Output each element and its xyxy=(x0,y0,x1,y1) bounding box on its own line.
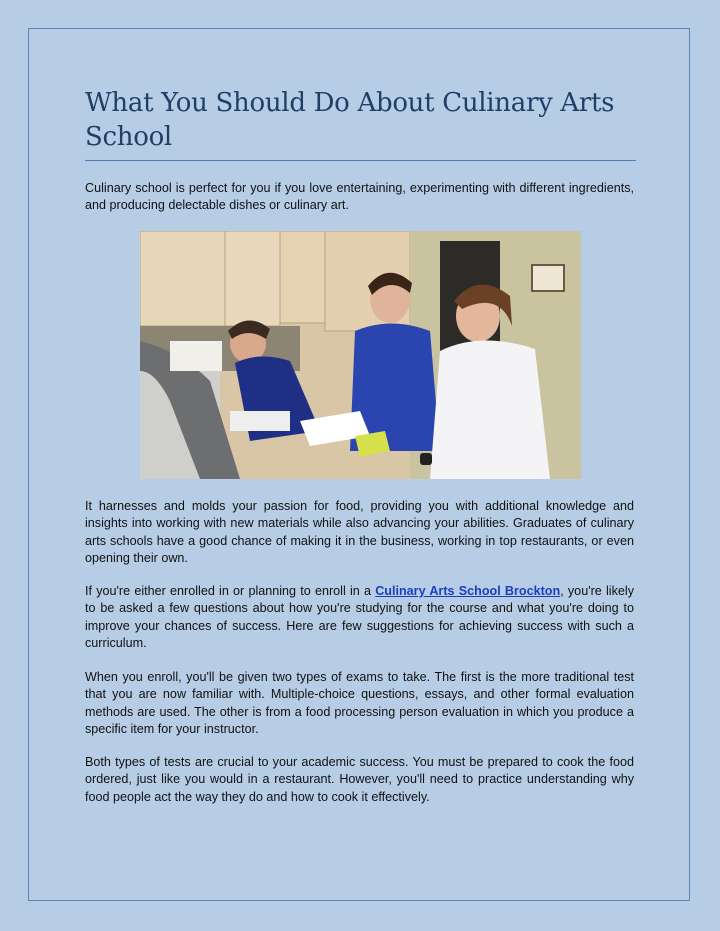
paragraph-tests: Both types of tests are crucial to your academic success. You must be prepared to cook the food ordered, just like you would in a restaurant. However, you'll need to practice understanding why food people act the way they do and how to cook it effectively. xyxy=(85,755,634,804)
title-divider xyxy=(85,160,636,161)
paragraph-enrollment xyxy=(85,583,634,652)
page-title: What You Should Do About Culinary Arts School xyxy=(85,88,615,152)
kitchen-photo xyxy=(140,231,581,479)
paragraph-enrollment-text-start: If you're either enrolled in or planning to enroll in a xyxy=(85,584,376,598)
paragraph-intro: Culinary school is perfect for you if you love entertaining, experimenting with different ingredients, and producing delectable dishes or culinary art. xyxy=(85,181,634,213)
paragraph-enrollment-text-end: , you're likely to be asked a few questions about how you're studying for the course and what you're doing to improve your chances of success. Here are few suggestions for achieving success with such a curriculum. xyxy=(85,584,634,650)
paragraph-exams: When you enroll, you'll be given two types of exams to take. The first is the more traditional test that you are now familiar with. Multiple-choice questions, essays, and other formal evaluation methods are used. The other is from a food processing person evaluation in which you produce a specific item for your instructor. xyxy=(85,670,634,736)
culinary-school-link[interactable]: Culinary Arts School Brockton xyxy=(375,584,561,598)
paragraph-benefits: It harnesses and molds your passion for food, providing you with additional knowledge and insights into working with new materials while also advancing your abilities. Graduates of culinary arts schools have a good chance of making it in the business, working in top restaurants, or even opening their own. xyxy=(85,499,634,565)
